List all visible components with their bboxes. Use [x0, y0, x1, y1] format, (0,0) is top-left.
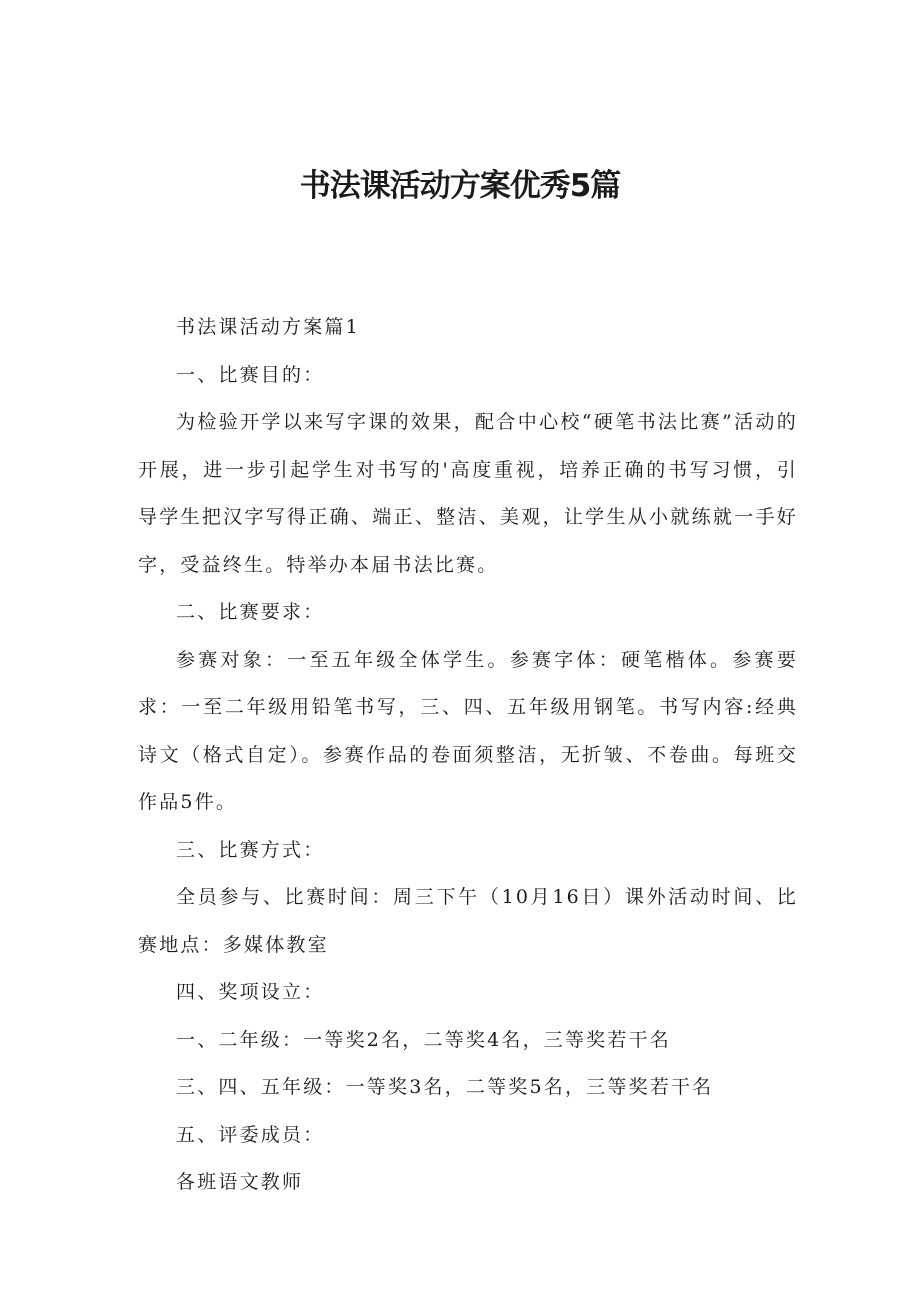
document-body — [138, 304, 798, 1207]
item-heading-awards: 四、奖项设立： — [176, 981, 325, 1003]
paragraph-format: 全员参与、比赛时间：周三下午（10月16日）课外活动时间、比赛地点：多媒体教室 — [138, 886, 798, 956]
paragraph-awards-grade-3-5: 三、四、五年级：一等奖3名，二等奖5名，三等奖若干名 — [176, 1076, 714, 1098]
document-title: 书法课活动方案优秀5篇 — [299, 168, 621, 204]
item-heading-purpose: 一、比赛目的： — [176, 363, 325, 386]
item-heading-judges: 五、评委成员： — [176, 1123, 325, 1146]
paragraph-purpose: 为检验开学以来写字课的效果，配合中心校“硬笔书法比赛”活动的开展，进一步引起学生对书写的'高度重视，培养正确的书写习惯，引导学生把汉字写得正确、端正、整洁、美观，让学生从小就练就一手好字，受益终生。特举办本届书法比赛。 — [138, 411, 798, 576]
paragraph-judges: 各班语文教师 — [176, 1171, 304, 1193]
item-heading-format: 三、比赛方式： — [176, 838, 325, 861]
item-heading-requirements: 二、比赛要求： — [176, 601, 325, 623]
section-heading: 书法课活动方案篇1 — [176, 316, 360, 338]
paragraph-awards-grade-1-2: 一、二年级：一等奖2名，二等奖4名，三等奖若干名 — [176, 1028, 671, 1051]
paragraph-requirements: 参赛对象：一至五年级全体学生。参赛字体：硬笔楷体。参赛要求：一至二年级用铅笔书写，三、四、五年级用钢笔。书写内容:经典诗文（格式自定）。参赛作品的卷面须整洁，无折皱、不卷曲。每班交作品5件。 — [138, 648, 798, 813]
